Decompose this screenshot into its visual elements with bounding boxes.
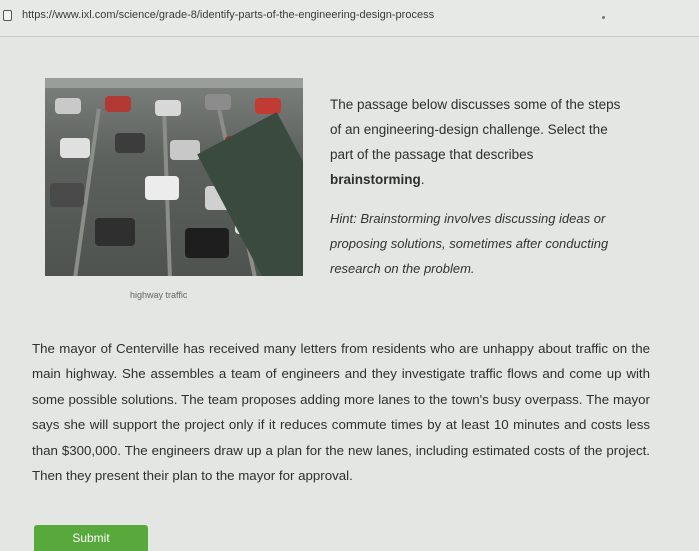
intro-end: . (420, 172, 425, 187)
intro-text: The passage below discusses some of the steps of an engineering-design challenge. Select the part of the passage that describes (330, 97, 621, 162)
page-icon (3, 10, 12, 21)
intro-keyword: brainstorming (330, 172, 421, 187)
hint-text: Hint: Brainstorming involves discussing ideas or proposing solutions, sometimes after conducting research on the problem. (330, 211, 609, 276)
question-instructions (330, 92, 630, 192)
image-caption: highway traffic (130, 290, 188, 300)
browser-address-bar[interactable] (0, 0, 699, 37)
url-text[interactable]: https://www.ixl.com/science/grade-8/identify-parts-of-the-engineering-design-process (22, 9, 435, 21)
bookmark-dot-icon (602, 16, 605, 19)
highway-traffic-photo (45, 78, 303, 276)
passage-text[interactable]: The mayor of Centerville has received many letters from residents who are unhappy about traffic on the main highway. She assembles a team of engineers and they investigate traffic flows and come up with some possible solutions. The team proposes adding more lanes to the town's busy overpass. The mayor says she will support the project only if it reduces commute times by at least 10 minutes and costs less than $300,000. The engineers draw up a plan for the new lanes, including estimated costs of the project. Then they present their plan to the mayor for approval. (32, 341, 650, 484)
submit-button[interactable]: Submit (34, 525, 148, 551)
